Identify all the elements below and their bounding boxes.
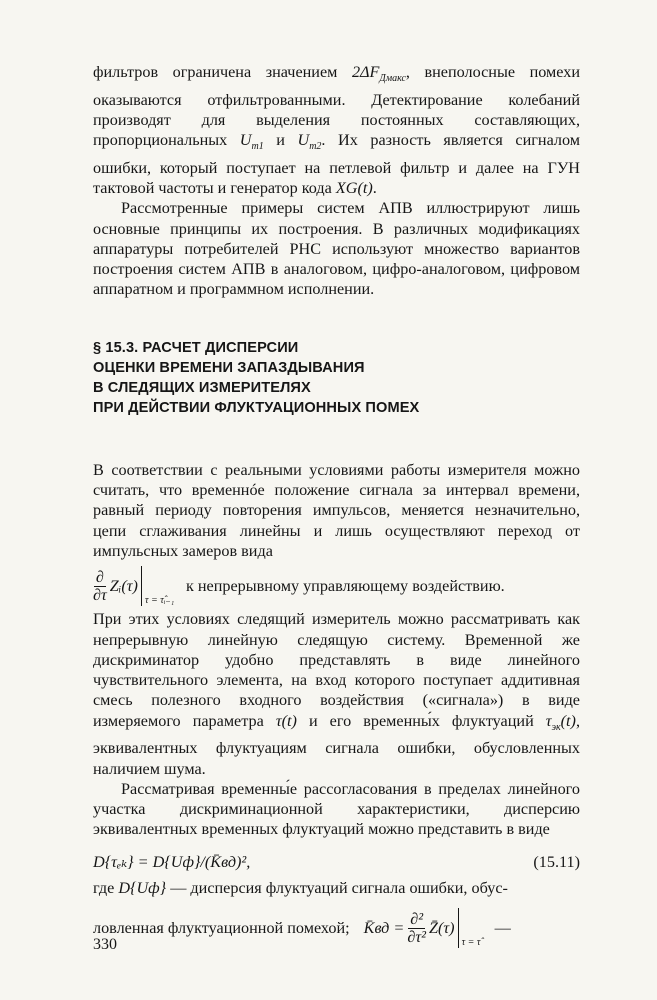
section-heading-line: ОЦЕНКИ ВРЕМЕНИ ЗАПАЗДЫВАНИЯ [93, 359, 365, 376]
paragraph-3: В соответствии с реальными условиями работы измерителя можно считать, что временнóе положение сигнала за интервал времени, равный периоду повторения импульсов, меняется незначительно, цепи сглаживания линейны и лишь осуществляют переход от импульсных замеров вида [93, 460, 580, 560]
trailing-dash: — [494, 919, 511, 938]
formula-2dF: $2\Delta F_{Дмакс}$ [351, 63, 406, 85]
section-heading [93, 338, 580, 418]
page-body [93, 62, 580, 952]
section-heading-line: § 15.3. РАСЧЕТ ДИСПЕРСИИ [93, 339, 299, 356]
last-line [93, 904, 580, 952]
paragraph-1: фильтров ограничена значением $2\Delta F_{Дмакс}$, внеполосные помехи оказываются отфильтрованными. Детектирование колебаний производят для выделения постоянных составляющих, пропорциональных $U_{m1}$ и $U_{m2}$. Их разность является сигналом ошибки, который поступает на петлевой фильтр и далее на ГУН тактовой частоты и генератор кода XG(t). [93, 63, 581, 197]
derivative-expression [93, 564, 580, 608]
K-expression: K̄вд = [363, 919, 405, 938]
paragraph-2: Рассмотренные примеры систем АПВ иллюстрируют лишь основные принципы их построения. В различных модификациях аппаратуры потребителей РНС используют множество вариантов построения систем АПВ в аналоговом, цифро-аналоговом, цифровом аппаратном и программном исполнении. [93, 199, 580, 299]
page-number: 330 [93, 936, 117, 953]
formula-number: (15.11) [533, 852, 580, 871]
section-heading-line: В СЛЕДЯЩИХ ИЗМЕРИТЕЛЯХ [93, 379, 311, 396]
Z-bar: Z̄(τ) [429, 919, 455, 938]
section-heading-line: ПРИ ДЕЙСТВИИ ФЛУКТУАЦИОННЫХ ПОМЕХ [93, 399, 420, 416]
paragraph-5: Рассматривая временны́е рассогласования в пределах линейного участка дискриминационной характеристики, дисперсию эквивалентных временных флуктуаций можно представить в виде [93, 779, 580, 839]
formula-Um2: $U_{m2}$ [297, 131, 322, 153]
formula-Um1: $U_{m1}$ [239, 131, 264, 153]
second-partial-fraction: $\frac{\text{∂²}}{\text{∂τ²}}$ [407, 909, 426, 946]
formula-15-11 [93, 852, 580, 872]
paragraph-4: При этих условиях следящий измеритель можно рассматривать как непрерывную линейную следящую систему. Временной же дискриминатор удобно представлять в виде линейного чувствительного элемента, на вход которого поступает аддитивная смесь полезного входного воздействия («сигнала») в виде измеряемого параметра τ(t) и его временны́х флуктуаций $\tau_{эк}(t)$, эквивалентных флуктуациям сигнала ошибки, обусловленных наличием шума. [93, 610, 580, 778]
last-line-text: ловленная флуктуационной помехой; [93, 919, 350, 938]
partial-fraction: $\frac{\partial}{\partial\tau}$ [93, 567, 107, 604]
evaluation-bar-2: τ = τ̂ [458, 908, 495, 948]
evaluation-bar: τ = τ̂ᵢ₋₁ [141, 566, 176, 606]
formula-XG: XG(t) [335, 178, 373, 197]
formula-body: D{τₑₖ} = D{Uф}/(K̄вд)², [93, 852, 251, 871]
derivative-text: к непрерывному управляющему воздействию. [185, 577, 505, 596]
paragraph-6: где D{Uф} — дисперсия флуктуаций сигнала ошибки, обус- [93, 879, 508, 898]
Z-function: Zᵢ(τ) [109, 577, 138, 596]
